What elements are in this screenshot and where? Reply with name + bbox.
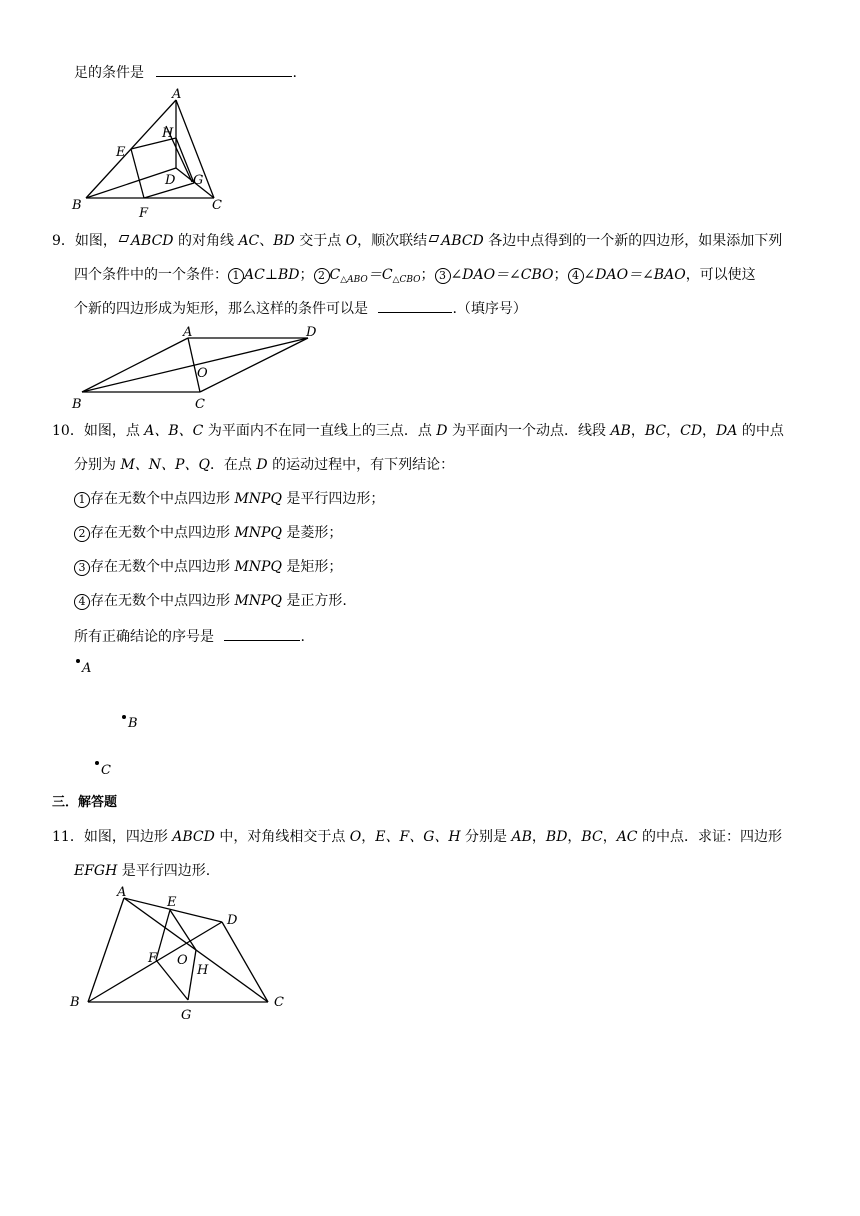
q9-line-1: [52, 232, 782, 250]
fig10-label-b: B: [128, 716, 138, 731]
q11-text: ，: [531, 829, 546, 845]
q10-item-text: 存在无数个中点四边形: [90, 593, 235, 609]
figure-q10: [66, 652, 156, 782]
fig9-label-b: B: [72, 397, 82, 412]
q9-cond-1-marker: 1: [228, 268, 244, 284]
q8-period: .: [292, 65, 297, 81]
q10-item-term: MNPQ: [234, 491, 282, 507]
fig9-label-a: A: [183, 325, 193, 340]
q10-item-text: 存在无数个中点四边形: [90, 491, 235, 507]
q11-text: ，: [602, 829, 617, 845]
q11-text: ，: [567, 829, 582, 845]
q10-text: 分别为: [74, 457, 121, 473]
q9-text: 的对角线: [173, 233, 239, 249]
fig8-label-c: C: [212, 198, 222, 213]
q10-item-text: 是平行四边形；: [281, 491, 385, 507]
fig10-label-c: C: [101, 763, 111, 778]
q10-text: 为平面内不在同一直线上的三点．点: [203, 423, 437, 439]
q10-item-text: 是正方形.: [281, 593, 347, 609]
q10-term: D: [256, 457, 268, 473]
q10-period: .: [300, 629, 305, 645]
fig11-label-a: A: [117, 885, 127, 900]
fig9-label-c: C: [195, 397, 205, 412]
q11-text: 是平行四边形.: [117, 863, 211, 879]
parallelogram-icon: [119, 235, 130, 242]
q9-text: 、: [259, 233, 274, 249]
q11-text: ，: [361, 829, 376, 845]
q10-item-term: MNPQ: [234, 593, 282, 609]
q8-answer-blank[interactable]: [156, 62, 292, 77]
q10-item-3: [74, 558, 342, 576]
q9-sep: ；: [420, 267, 435, 283]
parallelogram-icon: [429, 235, 440, 242]
q11-text: 中，对角线相交于点: [214, 829, 350, 845]
q9-cond-3-marker: 3: [435, 268, 451, 284]
q10-term: D: [436, 423, 448, 439]
q10-item-4-marker: 4: [74, 594, 90, 610]
q11-term: AC: [616, 829, 638, 845]
q10-text: ，: [630, 423, 645, 439]
fig9-label-o: O: [197, 366, 208, 381]
q10-item-1: [74, 490, 384, 508]
q9-line-2: [74, 266, 756, 289]
fig11-label-h: H: [197, 963, 209, 978]
fig11-label-b: B: [70, 995, 80, 1010]
fig11-label-g: G: [181, 1008, 192, 1022]
q10-ask-text: 所有正确结论的序号是: [74, 629, 214, 645]
q9-cond-2-marker: 2: [314, 268, 330, 284]
q10-term: AB: [610, 423, 631, 439]
q10-number: 10．如图，点: [52, 423, 145, 439]
q10-item-text: 是矩形；: [281, 559, 343, 575]
q10-item-2: [74, 524, 342, 542]
q9-text: .（填序号）: [452, 301, 527, 317]
fig11-label-o: O: [177, 953, 188, 968]
q10-item-1-marker: 1: [74, 492, 90, 508]
q8-tail-line: [74, 62, 297, 82]
q9-cond-3: ∠DAO＝∠CBO: [450, 267, 554, 283]
fig11-label-e: E: [167, 895, 177, 910]
q10-text: ，: [666, 423, 681, 439]
q10-text: ．在点: [209, 457, 257, 473]
fig10-label-a: A: [82, 661, 92, 676]
q10-term: CD: [680, 423, 703, 439]
q11-term: E、F、G、H: [375, 829, 461, 845]
q9-term: BD: [273, 233, 295, 249]
q10-line-2: [74, 456, 454, 474]
q11-line-2: [74, 862, 210, 880]
fig8-label-a: A: [172, 87, 182, 102]
q10-item-term: MNPQ: [234, 559, 282, 575]
q9-cond-2-sub: △ABO: [340, 275, 368, 285]
q9-cond-2: ＝C: [367, 267, 393, 283]
fig9-label-d: D: [306, 325, 317, 340]
q9-term: AC: [238, 233, 260, 249]
q9-cond-4-marker: 4: [568, 268, 584, 284]
q11-line-1: [52, 828, 782, 846]
q11-term: EFGH: [74, 863, 118, 879]
fig11-label-d: D: [227, 913, 238, 928]
q9-text: 交于点: [294, 233, 346, 249]
q9-cond-1: AC⊥BD: [244, 267, 300, 283]
q9-sep: ；: [299, 267, 314, 283]
q9-text: 各边中点得到的一个新的四边形，如果添加下列: [483, 233, 783, 249]
q10-ask: [74, 626, 305, 646]
q10-item-term: MNPQ: [234, 525, 282, 541]
fig8-label-d: D: [165, 173, 176, 188]
q9-cond-2-sub: △CBO: [392, 275, 421, 285]
q9-text: 四个条件中的一个条件：: [74, 267, 228, 283]
q9-answer-blank[interactable]: [378, 298, 452, 313]
q10-term: M、N、P、Q: [120, 457, 210, 473]
q10-item-3-marker: 3: [74, 560, 90, 576]
q10-item-2-marker: 2: [74, 526, 90, 542]
fig8-label-f: F: [139, 206, 149, 221]
q10-term: DA: [716, 423, 738, 439]
q10-text: 的运动过程中，有下列结论：: [267, 457, 455, 473]
q9-term: ABCD: [130, 233, 174, 249]
q10-item-text: 存在无数个中点四边形: [90, 525, 235, 541]
fig8-label-e: E: [116, 145, 126, 160]
q10-answer-blank[interactable]: [224, 626, 300, 641]
q10-text: 为平面内一个动点．线段: [447, 423, 611, 439]
q9-cond-4: ∠DAO＝∠BAO: [583, 267, 686, 283]
q9-text: ，顺次联结: [357, 233, 428, 249]
q11-term: BC: [581, 829, 603, 845]
q10-line-1: [52, 422, 784, 440]
fig8-label-g: G: [193, 173, 204, 188]
q10-text: ，: [702, 423, 717, 439]
q11-number: 11．如图，四边形: [52, 829, 173, 845]
q9-text: ，可以使这: [685, 267, 756, 283]
fig8-label-h: H: [162, 126, 174, 141]
q9-line-3: [74, 298, 527, 318]
q11-term: AB: [511, 829, 532, 845]
q11-term: BD: [545, 829, 568, 845]
figure-q9: [66, 322, 326, 414]
q11-term: ABCD: [172, 829, 215, 845]
fig8-label-b: B: [72, 198, 82, 213]
q8-tail-text: 足的条件是: [74, 65, 144, 81]
q9-term: O: [345, 233, 358, 249]
q9-text: 个新的四边形成为矩形，那么这样的条件可以是: [74, 301, 368, 317]
figure-q8: [66, 86, 236, 222]
q10-item-text: 存在无数个中点四边形: [90, 559, 235, 575]
q9-cond-2: C: [329, 267, 341, 283]
q10-item-text: 是菱形；: [281, 525, 343, 541]
section-3-heading: 三．解答题: [52, 795, 118, 810]
figure-q11: [64, 882, 294, 1022]
q10-item-4: [74, 592, 347, 610]
fig11-label-f: F: [148, 951, 158, 966]
q10-term: BC: [644, 423, 667, 439]
q9-sep: ；: [553, 267, 568, 283]
q11-text: 的中点．求证：四边形: [637, 829, 782, 845]
q11-term: O: [349, 829, 362, 845]
fig11-label-c: C: [274, 995, 284, 1010]
q9-term: ABCD: [441, 233, 484, 249]
q9-number: 9．如图，: [52, 233, 117, 249]
q10-term: A、B、C: [144, 423, 204, 439]
q10-text: 的中点: [737, 423, 784, 439]
q11-text: 分别是: [460, 829, 512, 845]
